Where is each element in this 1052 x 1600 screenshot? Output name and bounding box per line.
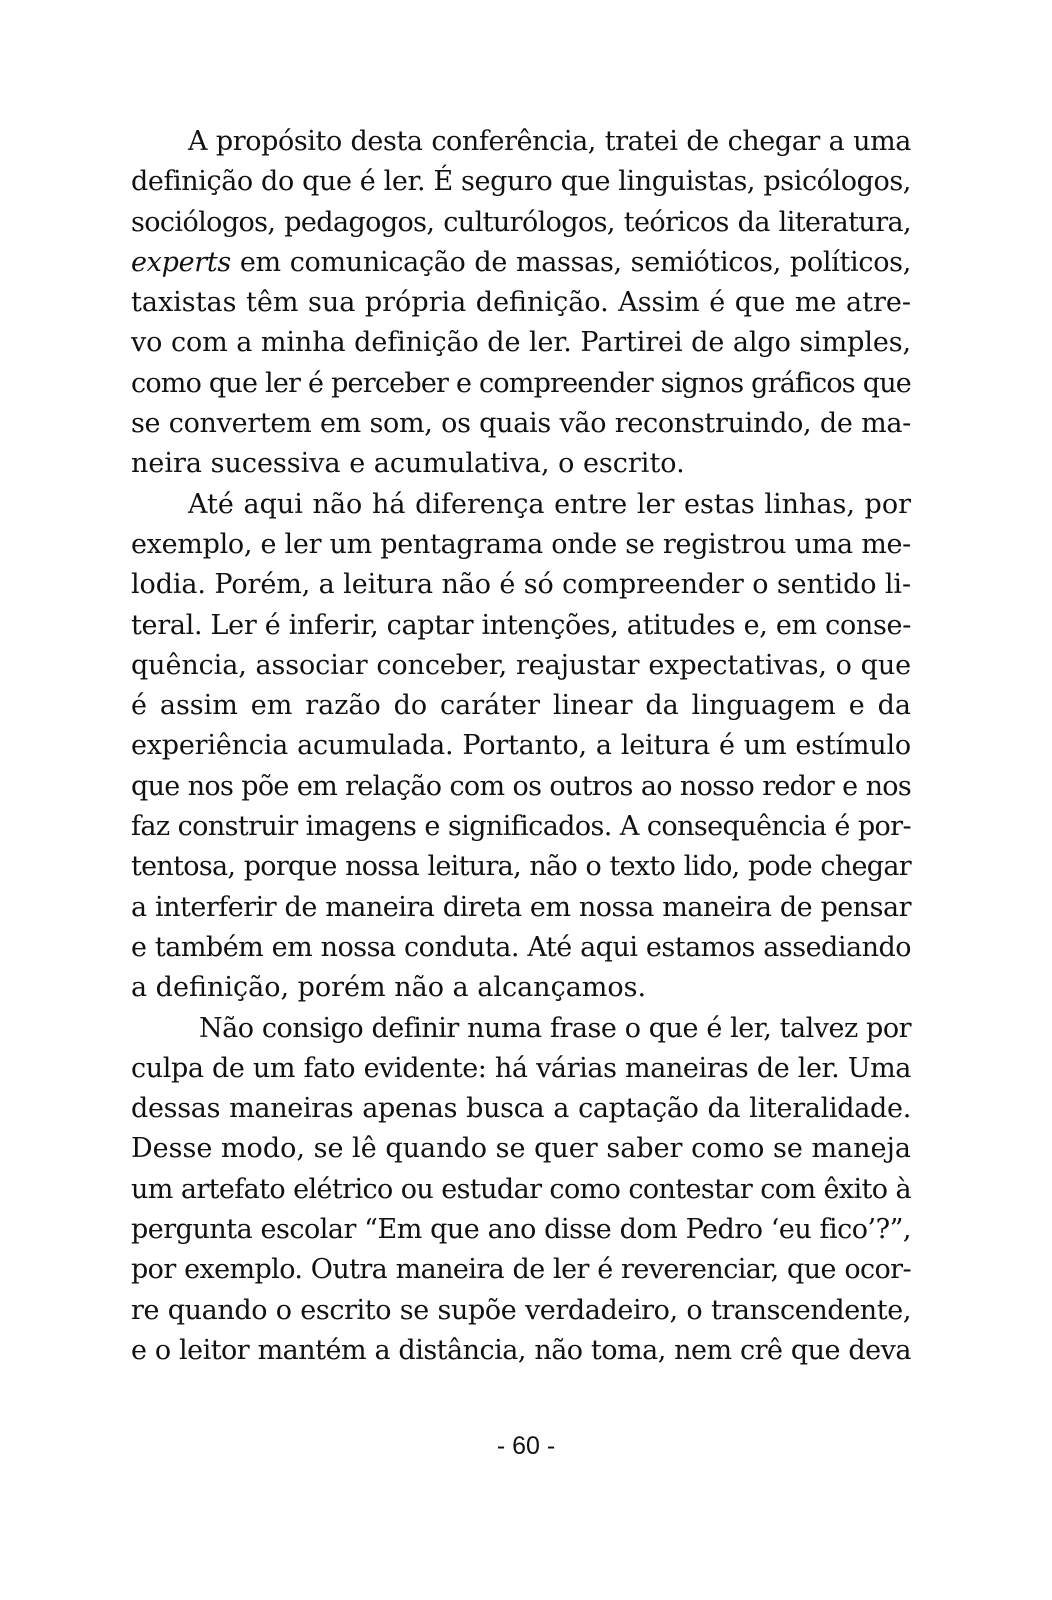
text-line: Até aqui não há diferença entre ler estas linhas, por bbox=[188, 488, 911, 520]
italic-word: experts bbox=[131, 246, 231, 278]
text-line-rest: em comunicação de massas, semióticos, políticos, bbox=[230, 246, 911, 278]
text-line: dessas maneiras apenas busca a captação da literalidade. bbox=[131, 1093, 911, 1125]
text-line: que nos põe em relação com os outros ao nosso redor e nos bbox=[131, 770, 911, 802]
text-line: como que ler é perceber e compreender signos gráficos que bbox=[131, 367, 911, 399]
text-line: a interferir de maneira direta em nossa maneira de pensar bbox=[131, 891, 911, 923]
text-line: taxistas têm sua própria definição. Assim é que me atre- bbox=[131, 287, 911, 319]
text-line: vo com a minha definição de ler. Partirei de algo simples, bbox=[131, 327, 911, 359]
text-line: pergunta escolar “Em que ano disse dom Pedro ‘eu fico’?”, bbox=[131, 1214, 911, 1246]
text-line: a definição, porém não a alcançamos. bbox=[131, 972, 647, 1004]
text-line: é assim em razão do caráter linear da linguagem e da bbox=[131, 690, 911, 722]
text-line bbox=[131, 243, 911, 283]
text-line: A propósito desta conferência, tratei de chegar a uma bbox=[188, 126, 911, 157]
text-line: neira sucessiva e acumulativa, o escrito. bbox=[131, 448, 685, 480]
text-line: se convertem em som, os quais vão reconstruindo, de ma- bbox=[131, 408, 911, 440]
text-line: quência, associar conceber, reajustar expectativas, o que bbox=[131, 649, 911, 681]
text-line: faz construir imagens e significados. A consequência é por- bbox=[131, 811, 911, 843]
body-text bbox=[131, 122, 911, 1371]
text-line: experiência acumulada. Portanto, a leitura é um estímulo bbox=[131, 730, 911, 762]
text-line: um artefato elétrico ou estudar como contestar com êxito à bbox=[131, 1173, 911, 1205]
text-line: sociólogos, pedagogos, culturólogos, teóricos da literatura, bbox=[131, 206, 911, 238]
text-line: re quando o escrito se supõe verdadeiro, o transcendente, bbox=[131, 1294, 911, 1326]
text-line: por exemplo. Outra maneira de ler é reverenciar, que ocor- bbox=[131, 1254, 911, 1286]
text-line: e o leitor mantém a distância, não toma, nem crê que deva bbox=[131, 1334, 911, 1366]
text-line: Não consigo definir numa frase o que é ler, talvez por bbox=[199, 1012, 911, 1044]
text-line: teral. Ler é inferir, captar intenções, atitudes e, em conse- bbox=[131, 609, 912, 641]
text-line: Desse modo, se lê quando se quer saber como se maneja bbox=[131, 1133, 911, 1165]
text-line: exemplo, e ler um pentagrama onde se registrou uma me- bbox=[131, 528, 911, 560]
text-line: lodia. Porém, a leitura não é só compreender o sentido li- bbox=[131, 569, 911, 601]
text-line: e também em nossa conduta. Até aqui estamos assediando bbox=[131, 931, 911, 963]
text-line: culpa de um fato evidente: há várias maneiras de ler. Uma bbox=[131, 1052, 911, 1084]
page-number: - 60 - bbox=[496, 1432, 556, 1460]
text-line: tentosa, porque nossa leitura, não o texto lido, pode chegar bbox=[131, 851, 911, 883]
text-line: definição do que é ler. É seguro que linguistas, psicólogos, bbox=[131, 166, 911, 198]
